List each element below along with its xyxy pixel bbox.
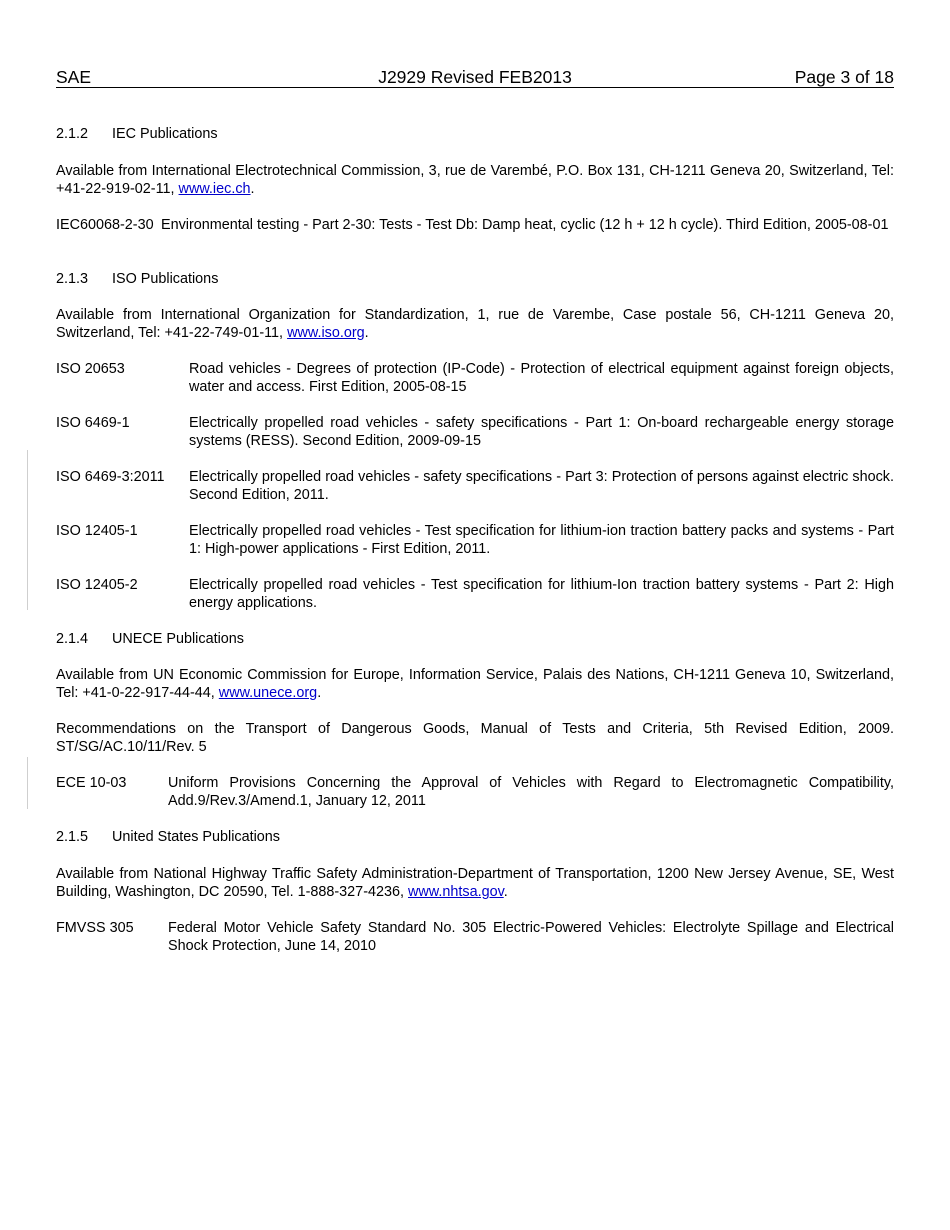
availability-text: Available from International Organization for Standardization, 1, rue de Varembe, Case postale 56, CH-1211 Geneva 20, Switzerland, Tel: +41-22-749-01-11, — [56, 307, 894, 341]
section-number: 2.1.3 — [56, 271, 89, 287]
reference-description: Road vehicles - Degrees of protection (IP-Code) - Protection of electrical equipment against foreign objects, water and access. First Edition, 2005-08-15 — [189, 361, 894, 395]
period: . — [503, 884, 508, 900]
section-title: IEC Publications — [112, 126, 218, 142]
recommendations-paragraph: Recommendations on the Transport of Dangerous Goods, Manual of Tests and Criteria, 5th Revised Edition, 2009. ST/SG/AC.10/11/Rev. 5 — [56, 721, 894, 755]
availability-text: Available from UN Economic Commission for Europe, Information Service, Palais des Nations, CH-1211 Geneva 10, Switzerland, Tel: +41-0-22-917-44-44, — [56, 667, 894, 701]
reference-description: Electrically propelled road vehicles - safety specifications - Part 1: On-board rechargeable energy storage systems (RESS). Second Edition, 2009-09-15 — [189, 415, 894, 449]
reference-code: FMVSS 305 — [56, 920, 134, 936]
reference-code: ISO 20653 — [56, 361, 125, 377]
section-title: ISO Publications — [112, 271, 219, 287]
availability-paragraph-us — [56, 865, 894, 901]
reference-code: ISO 12405-2 — [56, 577, 138, 593]
availability-paragraph-unece — [56, 666, 894, 702]
availability-text: Available from International Electrotechnical Commission, 3, rue de Varembé, P.O. Box 131, CH-1211 Geneva 20, Switzerland, Tel: +41-22-919-02-11, — [56, 163, 894, 197]
page-header — [56, 68, 894, 88]
section-title: United States Publications — [112, 829, 280, 845]
change-bar — [27, 757, 28, 809]
section-title: UNECE Publications — [112, 631, 244, 647]
reference-code: ECE 10-03 — [56, 775, 127, 791]
reference-code: ISO 6469-1 — [56, 415, 130, 431]
section-number: 2.1.2 — [56, 126, 89, 142]
period: . — [317, 685, 322, 701]
availability-paragraph-iec — [56, 162, 894, 198]
nhtsa-link[interactable]: www.nhtsa.gov — [408, 884, 504, 900]
reference-entry — [56, 216, 894, 252]
reference-code: ISO 12405-1 — [56, 523, 138, 539]
unece-link[interactable]: www.unece.org — [218, 685, 318, 701]
header-page-number: Page 3 of 18 — [794, 67, 894, 87]
header-doc-id: J2929 Revised FEB2013 — [378, 67, 572, 87]
reference-code: ISO 6469-3:2011 — [56, 469, 165, 485]
header-org: SAE — [56, 67, 92, 87]
section-heading-iso — [56, 270, 894, 288]
iso-link[interactable]: www.iso.org — [287, 325, 365, 341]
reference-description: Uniform Provisions Concerning the Approval of Vehicles with Regard to Electromagnetic Compatibility, Add.9/Rev.3/Amend.1, January 12, 2011 — [168, 775, 894, 809]
iec-link[interactable]: www.iec.ch — [178, 181, 251, 197]
section-heading-unece — [56, 630, 894, 648]
section-number: 2.1.5 — [56, 829, 89, 845]
reference-description: Electrically propelled road vehicles - Test specification for lithium-Ion traction battery systems - Part 2: High energy applications. — [189, 577, 894, 611]
section-number: 2.1.4 — [56, 631, 89, 647]
section-heading-us — [56, 828, 894, 846]
section-heading-iec — [56, 125, 894, 143]
reference-description: Environmental testing - Part 2-30: Tests - Test Db: Damp heat, cyclic (12 h + 12 h cycle). Third Edition, 2005-08-01 — [161, 217, 889, 233]
period: . — [250, 181, 255, 197]
reference-description: Federal Motor Vehicle Safety Standard No. 305 Electric-Powered Vehicles: Electrolyte Spillage and Electrical Shock Protection, June 14, 2010 — [168, 920, 894, 954]
reference-code: IEC60068-2-30 — [56, 217, 154, 233]
change-bar — [27, 450, 28, 610]
availability-paragraph-iso — [56, 306, 894, 342]
period: . — [364, 325, 369, 341]
reference-description: Electrically propelled road vehicles - safety specifications - Part 3: Protection of persons against electric shock. Second Edition, 2011. — [189, 469, 894, 503]
reference-description: Electrically propelled road vehicles - Test specification for lithium-ion traction battery packs and systems - Part 1: High-power applications - First Edition, 2011. — [189, 523, 894, 557]
availability-text: Available from National Highway Traffic Safety Administration-Department of Transportation, 1200 New Jersey Avenue, SE, West Building, Washington, DC 20590, Tel. 1-888-327-4236, — [56, 866, 894, 900]
